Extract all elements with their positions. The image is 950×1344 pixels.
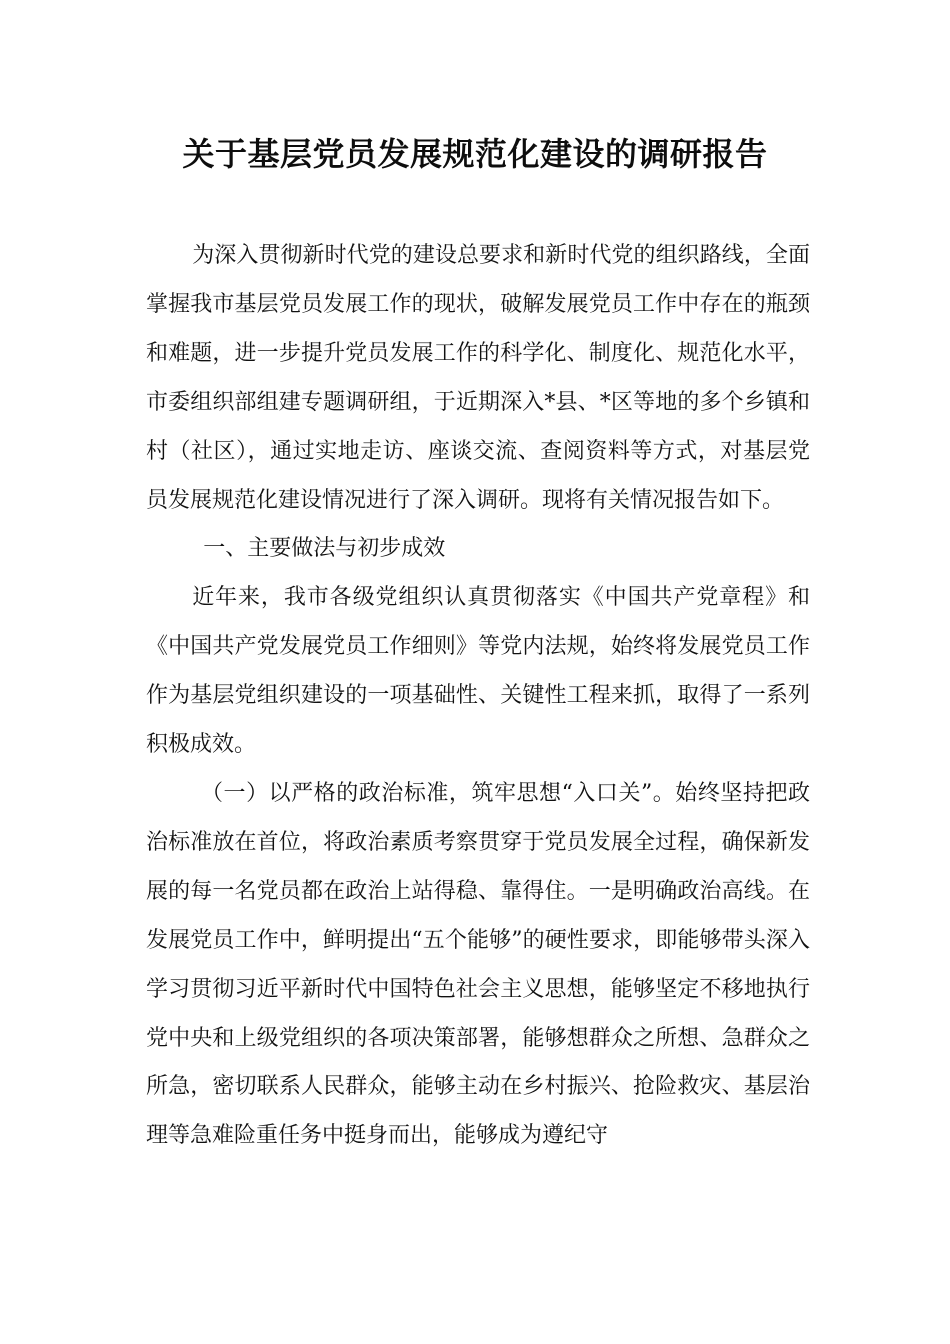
document-body bbox=[146, 232, 810, 1161]
document-title: 关于基层党员发展规范化建设的调研报告 bbox=[182, 135, 768, 173]
paragraph-subsection-1: （一）以严格的政治标准，筑牢思想“入口关”。始终坚持把政治标准放在首位，将政治素质考察贯穿于党员发展全过程，确保新发展的每一名党员都在政治上站得稳、靠得住。一是明确政治高线。在发展党员工作中，鲜明提出“五个能够”的硬性要求，即能够带头深入学习贯彻习近平新时代中国特色社会主义思想，能够坚定不移地执行党中央和上级党组织的各项决策部署，能够想群众之所想、急群众之所急，密切联系人民群众，能够主动在乡村振兴、抢险救灾、基层治理等急难险重任务中挺身而出，能够成为遵纪守 bbox=[146, 780, 810, 1149]
paragraph-section-1-intro: 近年来，我市各级党组织认真贯彻落实《中国共产党章程》和《中国共产党发展党员工作细则》等党内法规，始终将发展党员工作作为基层党组织建设的一项基础性、关键性工程来抓，取得了一系列积极成效。 bbox=[146, 585, 810, 758]
paragraph-intro: 为深入贯彻新时代党的建设总要求和新时代党的组织路线，全面掌握我市基层党员发展工作的现状，破解发展党员工作中存在的瓶颈和难题，进一步提升党员发展工作的科学化、制度化、规范化水平，市委组织部组建专题调研组，于近期深入*县、*区等地的多个乡镇和村（社区），通过实地走访、座谈交流、查阅资料等方式，对基层党员发展规范化建设情况进行了深入调研。现将有关情况报告如下。 bbox=[146, 243, 810, 513]
section-heading-1: 一、主要做法与初步成效 bbox=[203, 536, 446, 562]
